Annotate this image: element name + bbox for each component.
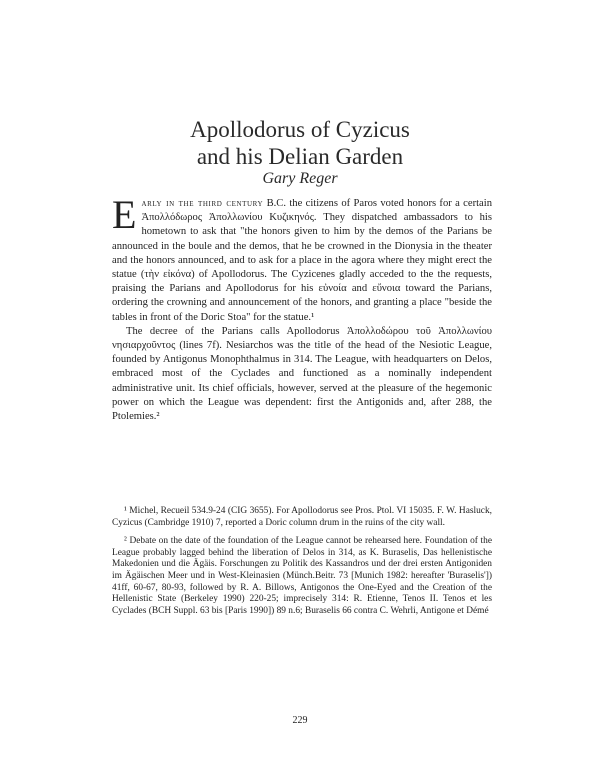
footnote-1: ¹ Michel, Recueil 534.9-24 (CIG 3655). For Apollodorus see Pros. Ptol. VI 15035. F. W. Hasluck, Cyzicus (Cambridge 1910) 7, reported a Doric column drum in the ruins of the city wall.	[112, 506, 492, 528]
page-number: 229	[292, 715, 308, 726]
footnotes	[112, 506, 492, 624]
paragraph-2: The decree of the Parians calls Apollodorus Ἀπολλοδώρου τοῦ Ἀπολλωνίου νησιαρχοῦντος (lines 7f). Nesiarchos was the title of the head of the Nesiotic League, founded by Antigonus Monophthalmus in 314. The League, with headquarters on Delos, embraced most of the Cyclades and functioned as a nominally independent administrative unit. Its chief officials, however, served at the pleasure of the hegemonic power on which the League was dependent: first the Antigonids and, after 288, the Ptolemies.²	[112, 325, 492, 423]
article-title	[0, 116, 600, 170]
author-name: Gary Reger	[262, 170, 338, 187]
drop-cap: E	[112, 192, 137, 237]
opening-small-caps: arly in the third century	[141, 198, 264, 209]
footnote-2: ² Debate on the date of the foundation of the League cannot be rehearsed here. Foundation of the League probably lagged behind the liberation of Delos in 314, as K. Buraselis, Das hellenistische Makedonien und die Ägäis. Forschungen zu Politik des Kassandros und der drei ersten Antigoniden im Ägäischen Meer und in West-Kleinasien (Münch.Beitr. 73 [Munich 1982: hereafter 'Buraselis']) 41ff, 60-67, 80-93, followed by R. A. Billows, Antigonos the One-Eyed and the Creation of the Hellenistic State (Berkeley 1990) 220-25; imprecisely 314: R. Etienne, Tenos II. Tenos et les Cyclades (BCH Suppl. 63 bis [Paris 1990]) 89 n.6; Buraselis 66 contra C. Wehrli, Antigone et Démé	[112, 536, 492, 616]
title-line-2: and his Delian Garden	[196, 144, 404, 169]
paragraph-1	[112, 192, 492, 325]
paragraph-1-text: B.C. the citizens of Paros voted honors for a certain Ἀπολλόδωρος Ἀπολλωνίου Κυζικηνός. They dispatched ambassadors to his hometown to ask that "the honors given to him by the demos of the Parians be announced in the boule and the demos, that he be crowned in the Dionysia in the theater and the honors announced, and to ask for a place in the agora where they might erect the statue (τὴν εἰκόνα) of Apollodorus. The Cyzicenes gladly acceded to the the requests, praising the Parians and Apollodorus for his εὐνοία and εὔνοια toward the Parians, ordering the crowning and announcement of the honors, and granting a place "beside the tables in front of the Doric Stoa" for the statue.¹	[112, 198, 492, 323]
body-text	[112, 192, 492, 424]
title-line-1: Apollodorus of Cyzicus	[190, 117, 410, 142]
